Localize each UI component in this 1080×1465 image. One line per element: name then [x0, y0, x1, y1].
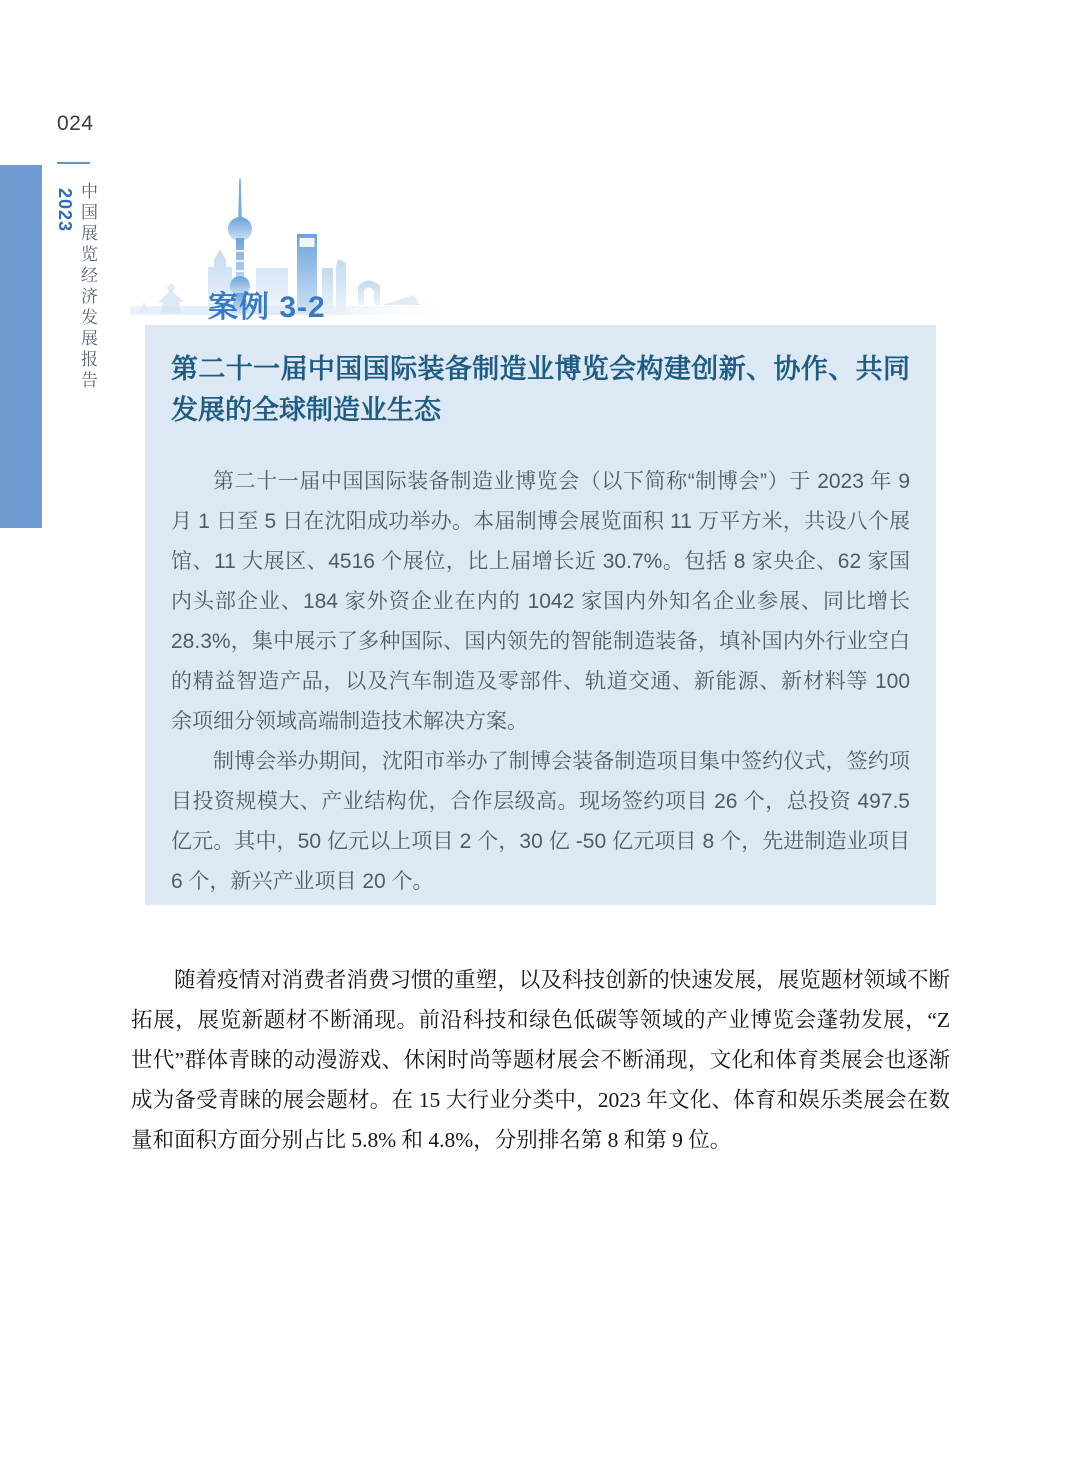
sidebar-title-text: 中国展览经济发展报告 [78, 182, 97, 392]
page-number-rule [57, 162, 90, 164]
case-title: 第二十一届中国国际装备制造业博览会构建创新、协作、共同发展的全球制造业生态 [171, 354, 910, 425]
buildings-right-shape [322, 259, 380, 313]
case-study-box [145, 325, 936, 905]
case-label: 案例 3-2 [208, 291, 326, 324]
sidebar-year: 2023 [55, 188, 75, 233]
case-paragraph-1: 第二十一届中国国际装备制造业博览会（以下简称“制博会”）于 2023 年 9 月 1 日至 5 日在沈阳成功举办。本届制博会展览面积 11 万平方米，共设八个展馆、11 大展区、4516 个展位，比上届增长近 30.7%。包括 8 家央企、62 家国内头部企业、184 家外资企业在内的 1042 家国内外知名企业参展、同比增长 28.3%，集中展示了多种国际、国内领先的智能制造装备，填补国内外行业空白的精益智造产品，以及汽车制造及零部件、轨道交通、新能源、新材料等 100 余项细分领域高端制造技术解决方案。 [171, 470, 910, 733]
left-edge-bar [0, 165, 42, 528]
page-number: 024 [57, 112, 94, 135]
sidebar-report-title [54, 182, 100, 442]
body-paragraph: 随着疫情对消费者消费习惯的重塑，以及科技创新的快速发展，展览题材领域不断拓展，展览新题材不断涌现。前沿科技和绿色低碳等领域的产业博览会蓬勃发展，“Z 世代”群体青睐的动漫游戏、休闲时尚等题材展会不断涌现，文化和体育类展会也逐渐成为备受青睐的展会题材。在 15 大行业分类中，2023 年文化、体育和娱乐类展会在数量和面积方面分别占比 5.8% 和 4.8%，分别排名第 8 和第 9 位。 [131, 968, 950, 1152]
case-paragraph-2: 制博会举办期间，沈阳市举办了制博会装备制造项目集中签约仪式，签约项目投资规模大、产业结构优，合作层级高。现场签约项目 26 个，总投资 497.5 亿元。其中，50 亿元以上项目 2 个，30 亿 -50 亿元项目 8 个，先进制造业项目 6 个，新兴产业项目 20 个。 [171, 750, 910, 893]
